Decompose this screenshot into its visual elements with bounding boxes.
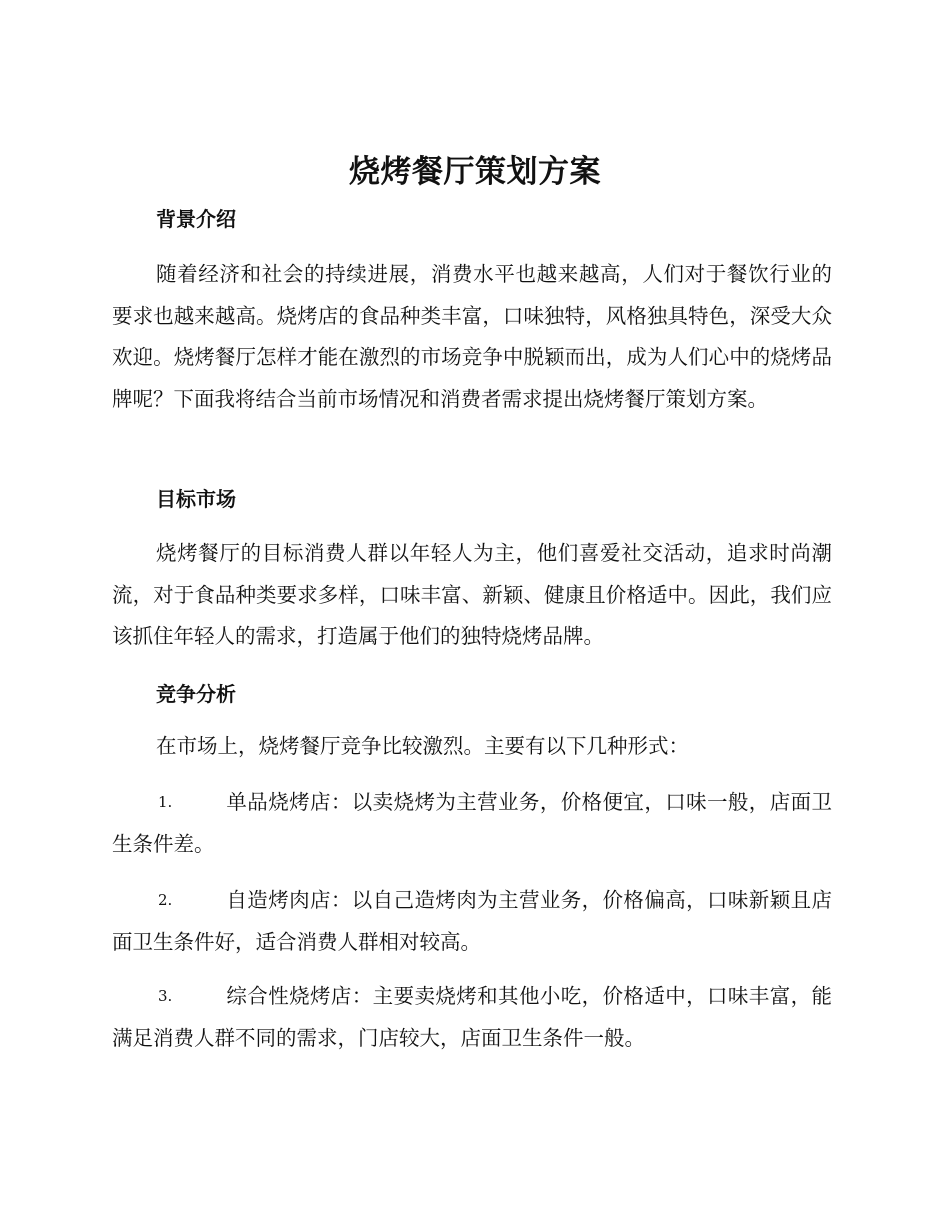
list-marker: 1. bbox=[158, 793, 173, 811]
list-item-text: 单品烧烤店：以卖烧烤为主营业务，价格便宜，口味一般，店面卫生条件差。 bbox=[112, 790, 832, 856]
list-item bbox=[112, 880, 832, 963]
section-heading-competition: 竞争分析 bbox=[156, 682, 236, 706]
list-item bbox=[112, 976, 832, 1059]
document-title: 烧烤餐厅策划方案 bbox=[349, 154, 601, 190]
list-marker: 3. bbox=[158, 987, 173, 1005]
section-heading-target-market: 目标市场 bbox=[156, 487, 236, 511]
list-item-text: 自造烤肉店：以自己造烤肉为主营业务，价格偏高，口味新颖且店面卫生条件好，适合消费人群相对较高。 bbox=[112, 888, 832, 954]
list-marker: 2. bbox=[158, 891, 173, 909]
list-item bbox=[112, 782, 832, 865]
paragraph-competition-intro: 在市场上，烧烤餐厅竞争比较激烈。主要有以下几种形式： bbox=[156, 734, 689, 758]
section-heading-background: 背景介绍 bbox=[156, 207, 236, 231]
paragraph-target-market: 烧烤餐厅的目标消费人群以年轻人为主，他们喜爱社交活动，追求时尚潮流，对于食品种类要求多样，口味丰富、新颖、健康且价格适中。因此，我们应该抓住年轻人的需求，打造属于他们的独特烧烤品牌。 bbox=[112, 541, 832, 648]
list-item-text: 综合性烧烤店：主要卖烧烤和其他小吃，价格适中，口味丰富，能满足消费人群不同的需求，门店较大，店面卫生条件一般。 bbox=[112, 984, 832, 1050]
paragraph-background: 随着经济和社会的持续进展，消费水平也越来越高，人们对于餐饮行业的要求也越来越高。烧烤店的食品种类丰富，口味独特，风格独具特色，深受大众欢迎。烧烤餐厅怎样才能在激烈的市场竞争中脱颖而出，成为人们心中的烧烤品牌呢？下面我将结合当前市场情况和消费者需求提出烧烤餐厅策划方案。 bbox=[112, 262, 832, 411]
